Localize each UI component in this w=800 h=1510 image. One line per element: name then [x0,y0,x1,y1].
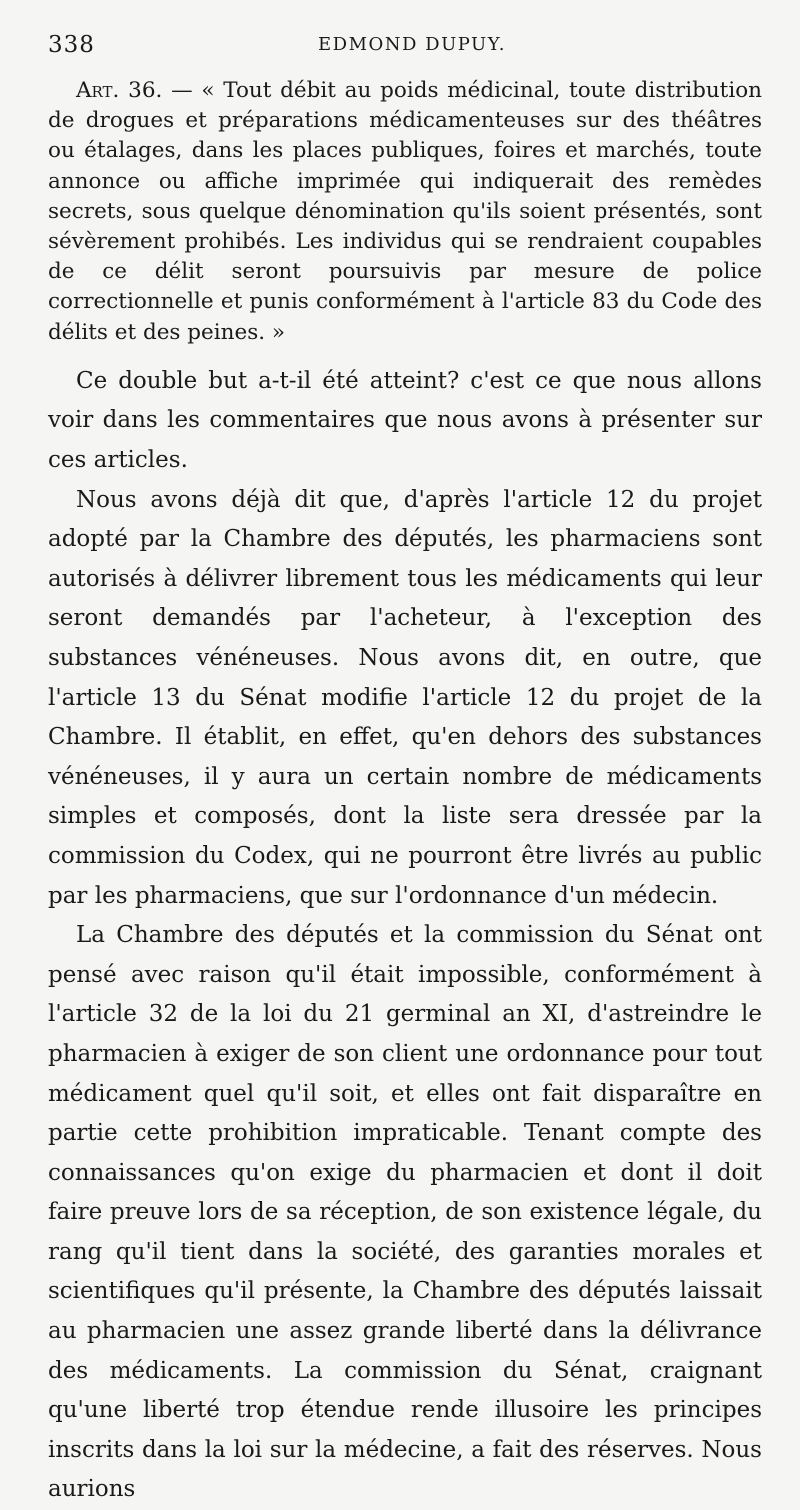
article-36-quote [48,76,762,348]
paragraph-1: Ce double but a-t-il été atteint? c'est ce que nous allons voir dans les commentaires que nous avons à présenter sur ces articles. [48,367,762,474]
running-title: EDMOND DUPUY. [318,34,507,55]
article-label: Art. 36. [76,78,163,103]
paragraph-2: Nous avons déjà dit que, d'après l'article 12 du projet adopté par la Chambre des députés, les pharmaciens sont autorisés à délivrer librement tous les médicaments qui leur seront demandés par l'acheteur, à l'exception des substances vénéneuses. Nous avons dit, en outre, que l'article 13 du Sénat modifie l'article 12 du projet de la Chambre. Il établit, en effet, qu'en dehors des substances vénéneuses, il y aura un certain nombre de médicaments simples et composés, dont la liste sera dressée par la commission du Codex, qui ne pourront être livrés au public par les pharmaciens, que sur l'ordonnance d'un médecin. [48,486,762,909]
article-text: — « Tout débit au poids médicinal, toute distribution de drogues et préparations médicamenteuses sur des théâtres ou étalages, dans les places publiques, foires et marchés, toute annonce ou affiche imprimée qui indiquerait des remèdes secrets, sous quelque dénomination qu'ils soient présentés, sont sévèrement prohibés. Les individus qui se rendraient coupables de ce délit seront poursuivis par mesure de police correctionnelle et punis conformément à l'article 83 du Code des délits et des peines. » [48,78,762,345]
running-head [48,32,762,72]
paragraph-3: La Chambre des députés et la commission du Sénat ont pensé avec raison qu'il était impossible, conformément à l'article 32 de la loi du 21 germinal an XI, d'astreindre le pharmacien à exiger de son client une ordonnance pour tout médicament quel qu'il soit, et elles ont fait disparaître en partie cette prohibition impraticable. Tenant compte des connaissances qu'on exige du pharmacien et dont il doit faire preuve lors de sa réception, de son existence légale, du rang qu'il tient dans la société, des garanties morales et scientifiques qu'il présente, la Chambre des députés laissait au pharmacien une assez grande liberté dans la délivrance des médicaments. La commission du Sénat, craignant qu'une liberté trop étendue rende illusoire les principes inscrits dans la loi sur la médecine, a fait des réserves. Nous aurions [48,922,762,1503]
page-number: 338 [48,32,95,58]
